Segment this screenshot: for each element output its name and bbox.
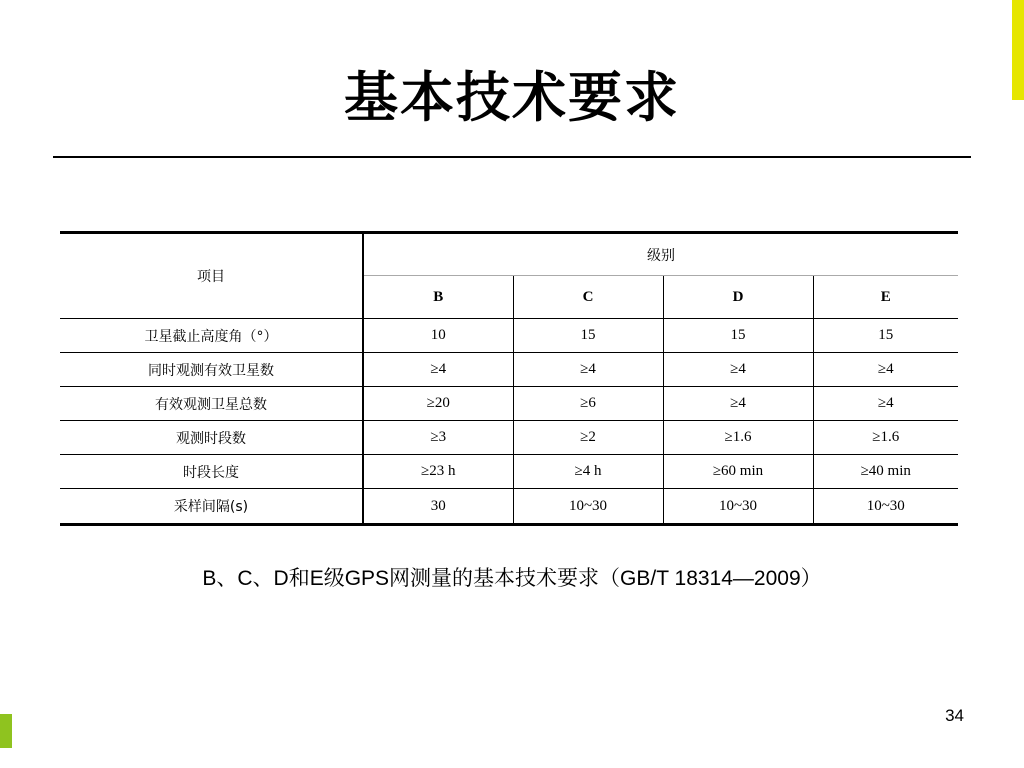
table-row [60, 387, 958, 421]
row-label: 卫星截止高度角（°） [60, 319, 363, 353]
cell-d: ≥1.6 [663, 421, 813, 455]
cell-d: ≥4 [663, 387, 813, 421]
cell-d: ≥4 [663, 353, 813, 387]
cell-b: 30 [363, 489, 513, 525]
cell-e: ≥40 min [813, 455, 958, 489]
header-grade-c: C [513, 276, 663, 319]
cell-d: 10~30 [663, 489, 813, 525]
cell-b: ≥4 [363, 353, 513, 387]
slide-title: 基本技术要求 [344, 66, 680, 129]
requirements-table [60, 231, 958, 526]
table-row [60, 353, 958, 387]
cell-e: 10~30 [813, 489, 958, 525]
table-row [60, 455, 958, 489]
row-label: 时段长度 [60, 455, 363, 489]
header-grade: 级别 [363, 233, 958, 276]
accent-bar-bottom [0, 714, 12, 748]
cell-e: ≥4 [813, 353, 958, 387]
cell-b: ≥3 [363, 421, 513, 455]
header-grade-d: D [663, 276, 813, 319]
table-caption: B、C、D和E级GPS网测量的基本技术要求（GB/T 18314—2009） [202, 567, 822, 590]
header-item: 项目 [60, 233, 363, 319]
cell-c: 10~30 [513, 489, 663, 525]
page-number: 34 [945, 706, 964, 725]
cell-e: 15 [813, 319, 958, 353]
cell-b: ≥20 [363, 387, 513, 421]
cell-c: ≥4 h [513, 455, 663, 489]
cell-d: ≥60 min [663, 455, 813, 489]
row-label: 采样间隔(s) [60, 489, 363, 525]
table-row [60, 319, 958, 353]
cell-c: ≥4 [513, 353, 663, 387]
cell-e: ≥4 [813, 387, 958, 421]
cell-b: ≥23 h [363, 455, 513, 489]
cell-d: 15 [663, 319, 813, 353]
cell-c: ≥2 [513, 421, 663, 455]
table-row [60, 421, 958, 455]
cell-c: ≥6 [513, 387, 663, 421]
header-grade-b: B [363, 276, 513, 319]
cell-e: ≥1.6 [813, 421, 958, 455]
title-divider [53, 156, 971, 158]
row-label: 有效观测卫星总数 [60, 387, 363, 421]
cell-b: 10 [363, 319, 513, 353]
cell-c: 15 [513, 319, 663, 353]
header-grade-e: E [813, 276, 958, 319]
row-label: 同时观测有效卫星数 [60, 353, 363, 387]
row-label: 观测时段数 [60, 421, 363, 455]
table-row [60, 489, 958, 525]
